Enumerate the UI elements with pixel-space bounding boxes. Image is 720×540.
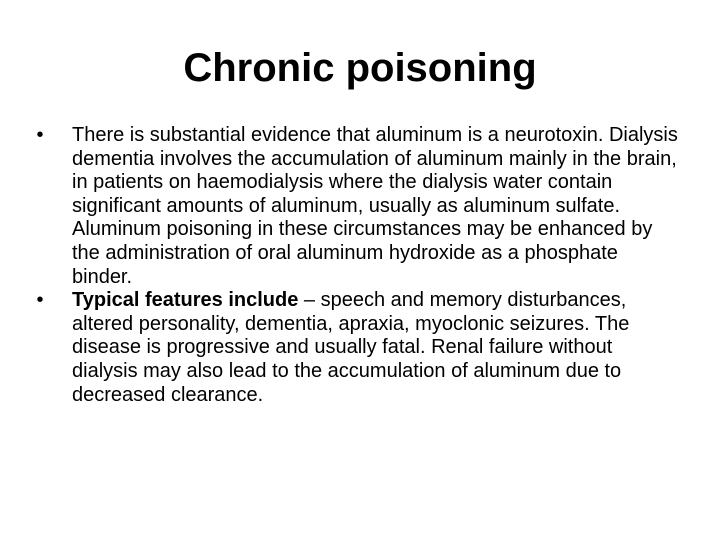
bullet-text: – speech and memory disturbances, altered personality, dementia, apraxia, myoclonic seizures. The disease is progressive and usually fatal. Renal failure without dialysis may also lead to the accumulation of aluminum due to decreased clearance.	[72, 289, 630, 406]
bullet-item	[30, 289, 680, 407]
slide-title: Chronic poisoning	[183, 46, 537, 90]
bullet-lead-text: Typical features include	[72, 289, 299, 312]
slide-body	[30, 124, 680, 407]
bullet-marker: •	[36, 124, 44, 146]
bullet-marker: •	[36, 289, 44, 312]
bullet-item	[30, 124, 680, 289]
bullet-text: There is substantial evidence that aluminum is a neurotoxin. Dialysis dementia involves the accumulation of aluminum mainly in the brain, in patients on haemodialysis where the dialysis water contain significant amounts of aluminum, usually as aluminum sulfate. Aluminum poisoning in these circumstances may be enhanced by the administration of oral aluminum hydroxide as a phosphate binder.	[72, 124, 678, 288]
